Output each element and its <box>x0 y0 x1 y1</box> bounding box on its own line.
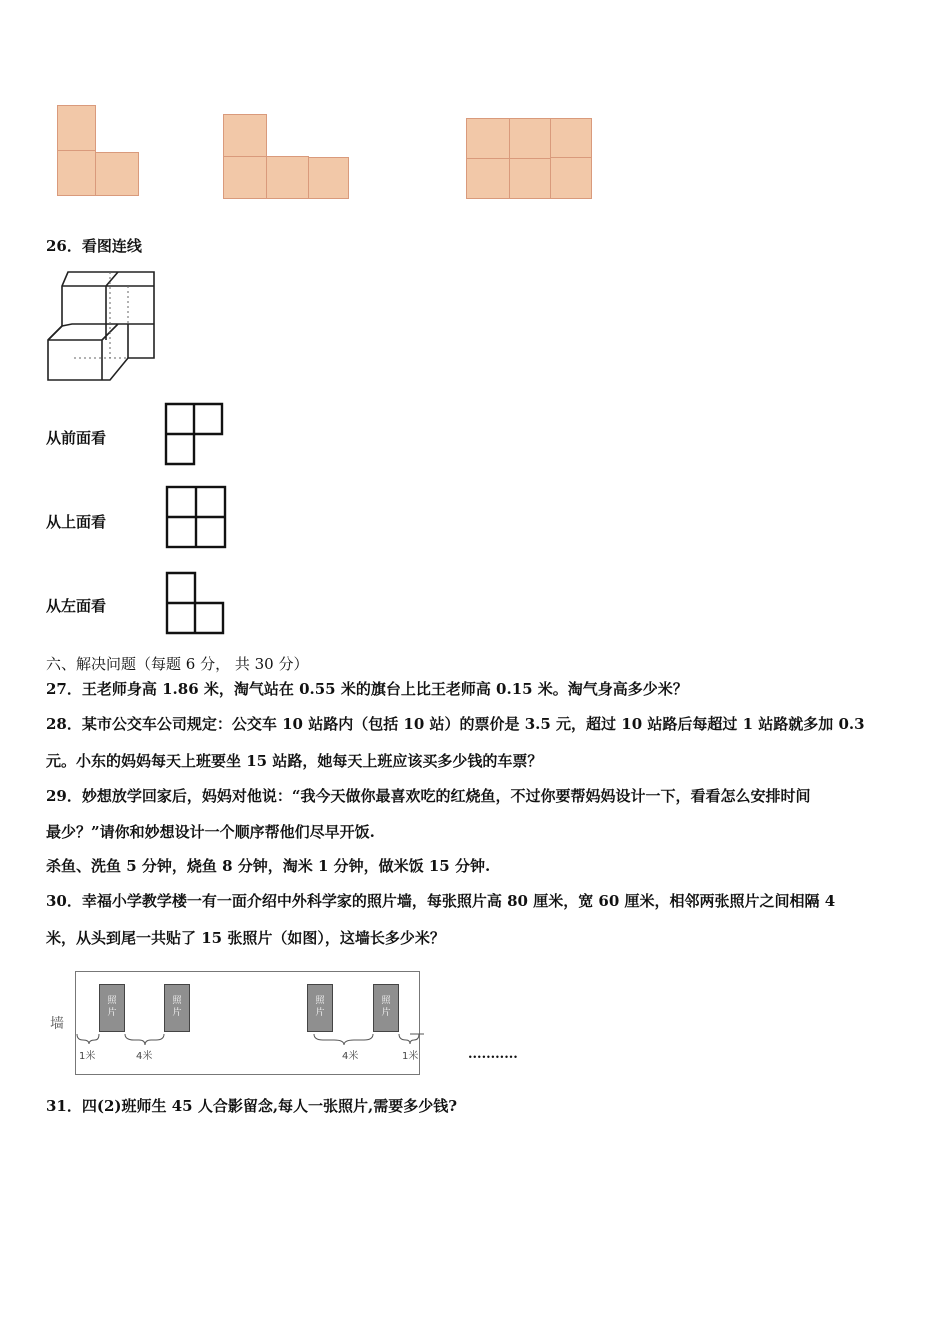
question-27: 27．王老师身高 1.86 米，淘气站在 0.55 米的旗台上比王老师高 0.15 米。淘气身高多少米？ <box>46 680 688 698</box>
photo-label: 照 <box>381 996 391 1006</box>
cube-lower-edges <box>48 324 154 380</box>
cube-solid-drawing <box>44 268 160 386</box>
photo-label: 片 <box>107 1008 117 1018</box>
gap-label-1m: 1米 <box>402 1051 419 1062</box>
square <box>550 157 592 199</box>
square <box>266 156 309 199</box>
gap-label-4m: 4米 <box>136 1051 153 1062</box>
question-29-line-1: 29．妙想放学回家后，妈妈对他说：“我今天做你最喜欢吃的红烧鱼，不过你要帮妈妈设计一下，看看怎么安排时间 <box>46 787 811 805</box>
question-30-line-1: 30．幸福小学教学楼一有一面介绍中外科学家的照片墙，每张照片高 80 厘米，宽 60 厘米，相邻两张照片之间相隔 4 <box>46 892 836 910</box>
question-29-line-3: 杀鱼、洗鱼 5 分钟，烧鱼 8 分钟，淘米 1 分钟，做米饭 15 分钟. <box>46 857 491 875</box>
square <box>57 150 96 196</box>
top-view-grid <box>164 484 228 550</box>
cube-inner-edges <box>62 272 154 326</box>
view-label-front: 从前面看 <box>46 429 107 447</box>
section-6-header: 六、解决问题（每题 6 分， 共 30 分） <box>46 655 309 673</box>
square <box>308 157 349 199</box>
question-28-line-1: 28．某市公交车公司规定：公交车 10 站路内（包括 10 站）的票价是 3.5 元，超过 10 站路后每超过 1 站路就多加 0.3 <box>46 715 865 733</box>
photo-label: 照 <box>107 996 117 1006</box>
question-29-line-2: 最少？”请你和妙想设计一个顺序帮他们尽早开饭. <box>46 823 375 841</box>
front-view-grid <box>163 401 225 467</box>
photo-label: 照 <box>315 996 325 1006</box>
question-30-line-2: 米，从头到尾一共贴了 15 张照片（如图），这墙长多少米？ <box>46 929 445 947</box>
square <box>466 118 510 159</box>
square <box>57 105 96 151</box>
square <box>223 114 267 157</box>
gap-braces <box>44 968 524 1078</box>
photo-label: 片 <box>381 1008 391 1018</box>
view-label-left: 从左面看 <box>46 597 107 615</box>
square <box>466 158 510 199</box>
square <box>95 152 139 196</box>
gap-label-1m: 1米 <box>79 1051 96 1062</box>
photo-wall-diagram <box>44 968 524 1078</box>
photo-label: 片 <box>172 1008 182 1018</box>
cube-hidden-edges <box>74 272 128 358</box>
square <box>550 118 592 158</box>
left-view-grid <box>164 570 226 636</box>
photo-label: 片 <box>315 1008 325 1018</box>
gap-label-4m: 4米 <box>342 1051 359 1062</box>
question-28-line-2: 元。小东的妈妈每天上班要坐 15 站路，她每天上班应该买多少钱的车票？ <box>46 752 543 770</box>
square <box>509 118 551 159</box>
continuation-dots: ........... <box>468 1047 518 1062</box>
square <box>509 158 551 199</box>
question-31: 31．四(2)班师生 45 人合影留念,每人一张照片,需要多少钱? <box>46 1097 458 1115</box>
square <box>223 156 267 199</box>
view-label-top: 从上面看 <box>46 513 107 531</box>
question-26-title: 26．看图连线 <box>46 237 142 255</box>
photo-label: 照 <box>172 996 182 1006</box>
wall-label: 墙 <box>50 1016 64 1032</box>
